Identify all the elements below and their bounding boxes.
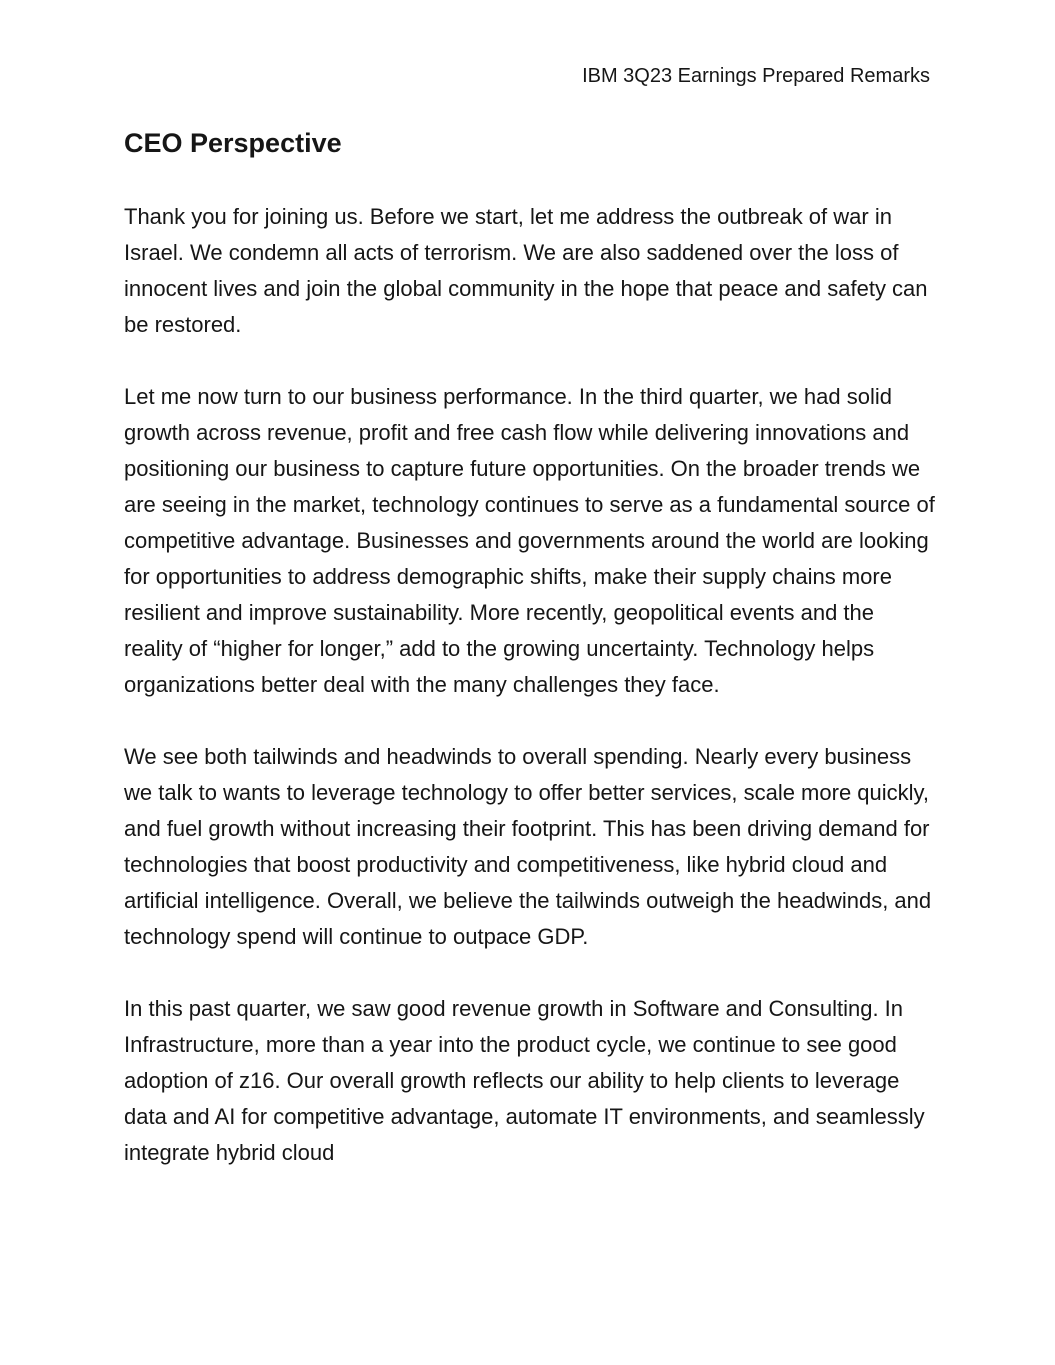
section-title: CEO Perspective (124, 128, 342, 158)
paragraph: Let me now turn to our business performance. In the third quarter, we had solid growth across revenue, profit and free cash flow while delivering innovations and positioning our business to capture future opportunities. On the broader trends we are seeing in the market, technology continues to serve as a fundamental source of competitive advantage. Businesses and governments around the world are looking for opportunities to address demographic shifts, make their supply chains more resilient and improve sustainability. More recently, geopolitical events and the reality of “higher for longer,” add to the growing uncertainty. Technology helps organizations better deal with the many challenges they face. (124, 384, 935, 697)
paragraph: We see both tailwinds and headwinds to overall spending. Nearly every business we talk to wants to leverage technology to offer better services, scale more quickly, and fuel growth without increasing their footprint. This has been driving demand for technologies that boost productivity and competitiveness, like hybrid cloud and artificial intelligence. Overall, we believe the tailwinds outweigh the headwinds, and technology spend will continue to outpace GDP. (124, 744, 932, 949)
paragraph: Thank you for joining us. Before we start, let me address the outbreak of war in Israel. We condemn all acts of terrorism. We are also saddened over the loss of innocent lives and join the global community in the hope that peace and safety can be restored. (124, 204, 928, 337)
paragraph: In this past quarter, we saw good revenue growth in Software and Consulting. In Infrastructure, more than a year into the product cycle, we continue to see good adoption of z16. Our overall growth reflects our ability to help clients to leverage data and AI for competitive advantage, automate IT environments, and seamlessly integrate hybrid cloud (124, 996, 925, 1165)
running-header: IBM 3Q23 Earnings Prepared Remarks (582, 65, 930, 87)
document-body (124, 124, 936, 1171)
